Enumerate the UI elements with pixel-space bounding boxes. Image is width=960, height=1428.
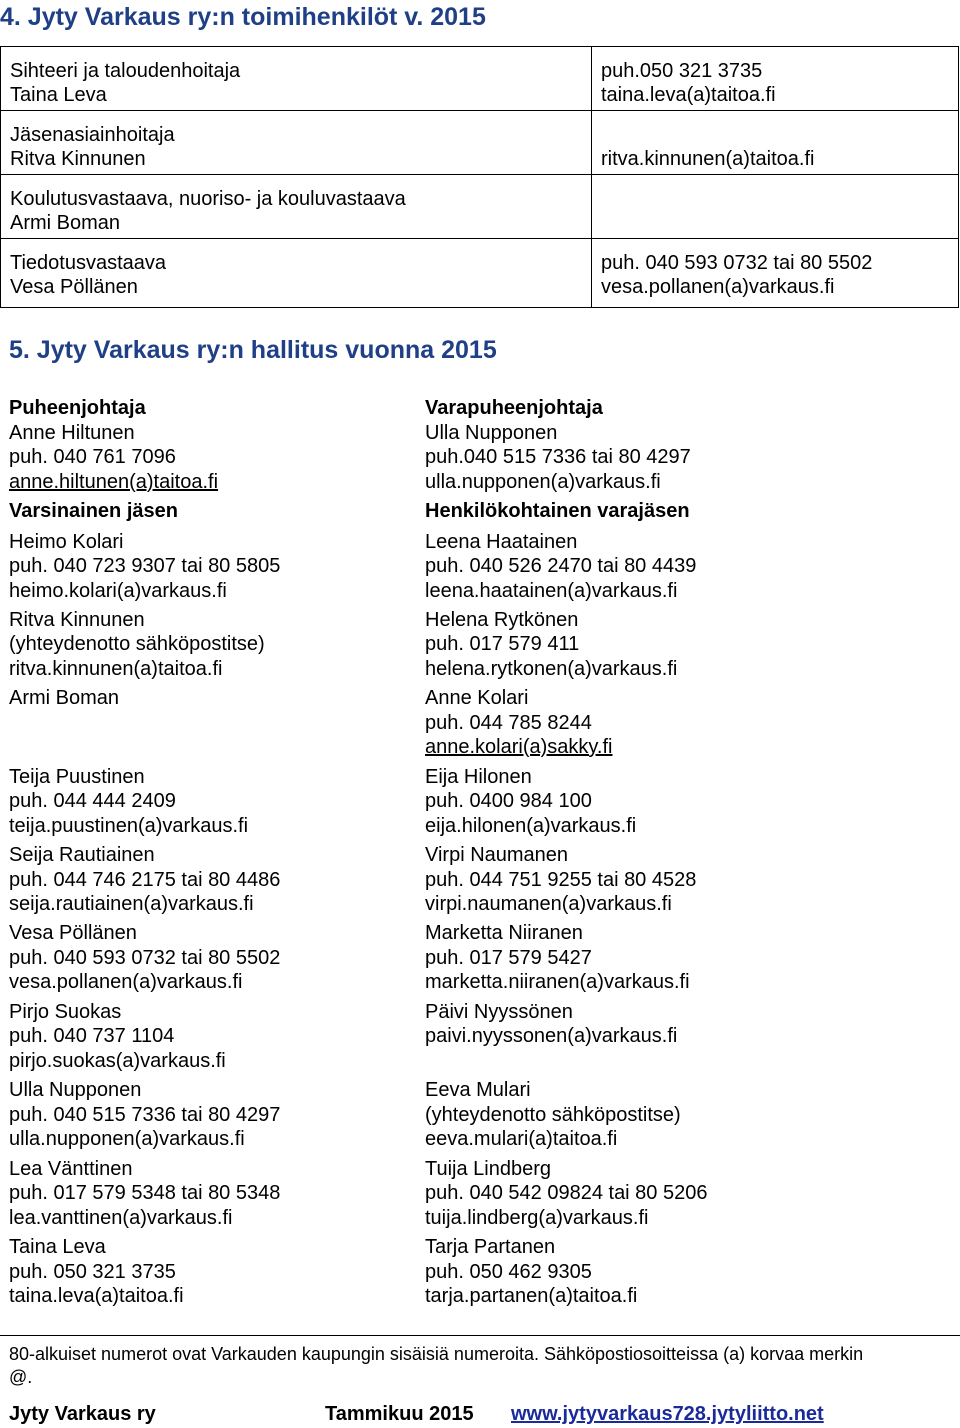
footnote-separator [0, 1335, 960, 1336]
board-right-line: puh. 044 751 9255 tai 80 4528 [425, 869, 697, 891]
board-right-line: puh. 044 785 8244 [425, 712, 592, 734]
table-cell-phone: puh.050 321 3735 [601, 60, 763, 82]
board-left-line: lea.vanttinen(a)varkaus.fi [9, 1207, 233, 1229]
board-left-line: anne.hiltunen(a)taitoa.fi [9, 471, 219, 493]
board-left-line: heimo.kolari(a)varkaus.fi [9, 580, 227, 602]
table-cell-role: Sihteeri ja taloudenhoitaja [10, 60, 241, 82]
board-right-line: paivi.nyyssonen(a)varkaus.fi [425, 1025, 678, 1047]
board-role-heading: Varsinainen jäsen [9, 500, 178, 522]
board-right-line: ulla.nupponen(a)varkaus.fi [425, 471, 661, 493]
board-right-line: Helena Rytkönen [425, 609, 579, 631]
board-left-line: ritva.kinnunen(a)taitoa.fi [9, 658, 223, 680]
board-left-line: vesa.pollanen(a)varkaus.fi [9, 971, 243, 993]
board-right-line: helena.rytkonen(a)varkaus.fi [425, 658, 678, 680]
table-row-divider [1, 238, 958, 239]
board-right-line: (yhteydenotto sähköpostitse) [425, 1104, 681, 1126]
table-cell-name: Armi Boman [10, 212, 121, 234]
table-cell-name: Vesa Pöllänen [10, 276, 138, 298]
footer-date: Tammikuu 2015 [325, 1403, 474, 1425]
board-right-line: tarja.partanen(a)taitoa.fi [425, 1285, 638, 1307]
table-cell-role: Jäsenasiainhoitaja [10, 124, 175, 146]
section5-title: 5. Jyty Varkaus ry:n hallitus vuonna 2015 [9, 336, 497, 364]
board-left-line: ulla.nupponen(a)varkaus.fi [9, 1128, 245, 1150]
officials-table [0, 46, 959, 308]
footnote-line-2: @. [9, 1367, 33, 1387]
board-right-line: Eeva Mulari [425, 1079, 531, 1101]
board-right-line: puh. 017 579 5427 [425, 947, 592, 969]
board-left-line: puh. 040 593 0732 tai 80 5502 [9, 947, 281, 969]
table-cell-name: Taina Leva [10, 84, 107, 106]
board-right-line: Päivi Nyyssönen [425, 1001, 573, 1023]
board-left-line: teija.puustinen(a)varkaus.fi [9, 815, 249, 837]
board-right-line: eija.hilonen(a)varkaus.fi [425, 815, 637, 837]
table-column-divider [591, 47, 592, 307]
section4-title: 4. Jyty Varkaus ry:n toimihenkilöt v. 2015 [0, 3, 486, 31]
board-left-line: puh. 040 737 1104 [9, 1025, 175, 1047]
board-left-line: Teija Puustinen [9, 766, 145, 788]
board-left-line: pirjo.suokas(a)varkaus.fi [9, 1050, 226, 1072]
board-left-line: Seija Rautiainen [9, 844, 155, 866]
board-right-line: Tuija Lindberg [425, 1158, 552, 1180]
footer-url-link[interactable]: www.jytyvarkaus728.jytyliitto.net [511, 1403, 824, 1425]
table-cell-phone: puh. 040 593 0732 tai 80 5502 [601, 252, 873, 274]
board-left-line: Armi Boman [9, 687, 120, 709]
board-left-line: puh. 044 444 2409 [9, 790, 176, 812]
table-row-divider [1, 110, 958, 111]
table-cell-name: Ritva Kinnunen [10, 148, 146, 170]
board-right-line: marketta.niiranen(a)varkaus.fi [425, 971, 690, 993]
board-role-heading: Puheenjohtaja [9, 397, 146, 419]
table-cell-email: ritva.kinnunen(a)taitoa.fi [601, 148, 815, 170]
board-left-line: (yhteydenotto sähköpostitse) [9, 633, 265, 655]
board-left-line: Lea Vänttinen [9, 1158, 133, 1180]
footer-org: Jyty Varkaus ry [9, 1403, 156, 1425]
board-right-line: Eija Hilonen [425, 766, 532, 788]
board-right-line: puh. 040 542 09824 tai 80 5206 [425, 1182, 708, 1204]
board-left-line: puh. 040 515 7336 tai 80 4297 [9, 1104, 281, 1126]
board-right-line: puh. 017 579 411 [425, 633, 580, 655]
board-right-line: Tarja Partanen [425, 1236, 556, 1258]
board-right-line: Anne Kolari [425, 687, 529, 709]
board-right-line: puh. 050 462 9305 [425, 1261, 592, 1283]
board-right-line: puh. 0400 984 100 [425, 790, 592, 812]
board-left-line: Heimo Kolari [9, 531, 124, 553]
board-left-line: seija.rautiainen(a)varkaus.fi [9, 893, 254, 915]
board-left-line: Pirjo Suokas [9, 1001, 122, 1023]
board-left-line: puh. 040 723 9307 tai 80 5805 [9, 555, 281, 577]
board-right-line: virpi.naumanen(a)varkaus.fi [425, 893, 672, 915]
table-cell-email: vesa.pollanen(a)varkaus.fi [601, 276, 835, 298]
board-left-line: puh. 040 761 7096 [9, 446, 176, 468]
board-left-line: taina.leva(a)taitoa.fi [9, 1285, 184, 1307]
table-cell-email: taina.leva(a)taitoa.fi [601, 84, 776, 106]
table-cell-role: Tiedotusvastaava [10, 252, 167, 274]
board-left-line: puh. 044 746 2175 tai 80 4486 [9, 869, 281, 891]
footnote-line-1: 80-alkuiset numerot ovat Varkauden kaupungin sisäisiä numeroita. Sähköpostiosoitteissa (a) korvaa merkin [9, 1344, 864, 1364]
board-right-line: puh. 040 526 2470 tai 80 4439 [425, 555, 697, 577]
board-right-line: Virpi Naumanen [425, 844, 569, 866]
board-right-line: tuija.lindberg(a)varkaus.fi [425, 1207, 649, 1229]
board-left-line: puh. 050 321 3735 [9, 1261, 176, 1283]
board-right-line: Leena Haatainen [425, 531, 578, 553]
board-left-line: Ritva Kinnunen [9, 609, 145, 631]
board-right-line: eeva.mulari(a)taitoa.fi [425, 1128, 618, 1150]
board-right-line: leena.haatainen(a)varkaus.fi [425, 580, 678, 602]
board-right-line: puh.040 515 7336 tai 80 4297 [425, 446, 691, 468]
board-role-heading: Varapuheenjohtaja [425, 397, 603, 419]
board-right-line: Marketta Niiranen [425, 922, 583, 944]
board-left-line: puh. 017 579 5348 tai 80 5348 [9, 1182, 281, 1204]
table-row-divider [1, 174, 958, 175]
board-left-line: Taina Leva [9, 1236, 106, 1258]
board-left-line: Anne Hiltunen [9, 422, 135, 444]
board-left-line: Ulla Nupponen [9, 1079, 142, 1101]
board-right-line: anne.kolari(a)sakky.fi [425, 736, 613, 758]
board-role-heading: Henkilökohtainen varajäsen [425, 500, 690, 522]
board-right-line: Ulla Nupponen [425, 422, 558, 444]
board-left-line: Vesa Pöllänen [9, 922, 137, 944]
table-cell-role: Koulutusvastaava, nuoriso- ja kouluvastaava [10, 188, 406, 210]
